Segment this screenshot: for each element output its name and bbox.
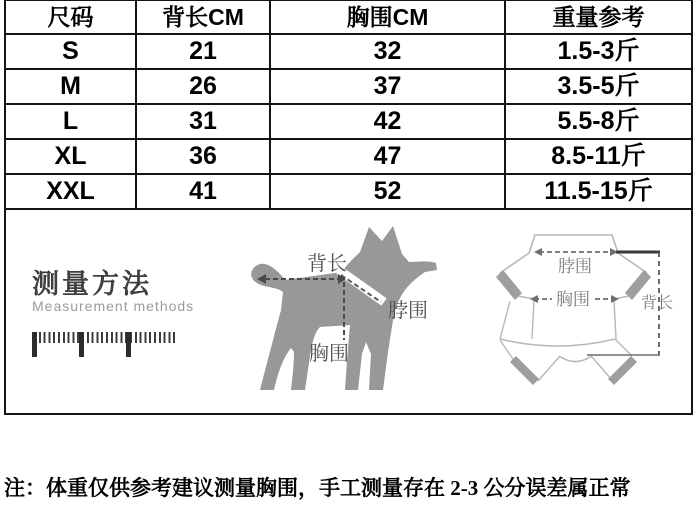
ruler-bar — [79, 332, 84, 357]
cell-weight: 5.5-8斤 — [505, 104, 692, 139]
cell-size: L — [5, 104, 136, 139]
ruler-icon — [32, 332, 178, 358]
cell-chest: 52 — [270, 174, 505, 209]
cell-back: 26 — [136, 69, 270, 104]
garment-left-leg-cuff — [510, 356, 539, 385]
header-size: 尺码 — [5, 0, 136, 34]
garment-neck-girth-label: 脖围 — [558, 257, 592, 276]
garment-right-leg-inner — [592, 357, 612, 380]
garment-chest-arrow-right — [611, 295, 619, 303]
table-row-s — [5, 34, 692, 69]
garment-left-shoulder — [500, 253, 529, 273]
garment-diagram — [482, 227, 687, 397]
garment-back-length-label: 背长 — [640, 295, 674, 312]
header-row — [5, 0, 692, 34]
ruler-bar — [32, 332, 37, 357]
table-row-xl — [5, 139, 692, 174]
dog-chest-girth-label: 胸围 — [309, 343, 349, 365]
cell-weight: 11.5-15斤 — [505, 174, 692, 209]
header-weight: 重量参考 — [505, 0, 692, 34]
cell-chest: 42 — [270, 104, 505, 139]
size-table-header — [5, 0, 692, 34]
garment-right-shoulder — [618, 253, 647, 273]
cell-back: 36 — [136, 139, 270, 174]
garment-right-leg-cuff — [608, 356, 637, 385]
footnote: 注：体重仅供参考建议测量胸围，手工测量存在 2-3 公分误差属正常 — [4, 476, 631, 500]
cell-chest: 37 — [270, 69, 505, 104]
garment-hem-curve — [500, 339, 615, 346]
garment-neck-arrow-left — [534, 248, 542, 256]
cell-size: XXL — [5, 174, 136, 209]
dog-diagram — [247, 220, 467, 405]
cell-size: S — [5, 34, 136, 69]
garment-left-side — [532, 300, 534, 339]
header-chest: 胸围CM — [270, 0, 505, 34]
cell-back: 21 — [136, 34, 270, 69]
measurement-subtitle: Measurement methods — [32, 298, 195, 314]
cell-weight: 3.5-5斤 — [505, 69, 692, 104]
cell-back: 31 — [136, 104, 270, 139]
garment-chest-girth-label: 胸围 — [556, 290, 590, 309]
measurement-section — [4, 208, 693, 415]
cell-size: M — [5, 69, 136, 104]
measurement-title: 测量方法 — [32, 269, 152, 299]
dog-back-length-label: 背长 — [307, 253, 347, 275]
cell-weight: 1.5-3斤 — [505, 34, 692, 69]
cell-back: 41 — [136, 174, 270, 209]
dog-neck-girth-label: 脖围 — [388, 300, 428, 322]
garment-right-side — [614, 300, 616, 339]
garment-collar-outline — [529, 235, 618, 253]
cell-size: XL — [5, 139, 136, 174]
cell-chest: 32 — [270, 34, 505, 69]
size-table — [4, 0, 693, 210]
header-back: 背长CM — [136, 0, 270, 34]
ruler-bar — [126, 332, 131, 357]
garment-left-leg-inner — [538, 356, 560, 381]
ruler-ticks — [34, 332, 176, 343]
table-row-xxl — [5, 174, 692, 209]
cell-weight: 8.5-11斤 — [505, 139, 692, 174]
table-row-m — [5, 69, 692, 104]
garment-leg-notch — [559, 356, 592, 362]
garment-right-leg-outer — [615, 339, 632, 356]
garment-left-side-outer — [500, 301, 510, 339]
garment-left-leg-outer — [500, 340, 515, 362]
cell-chest: 47 — [270, 139, 505, 174]
table-row-l — [5, 104, 692, 139]
